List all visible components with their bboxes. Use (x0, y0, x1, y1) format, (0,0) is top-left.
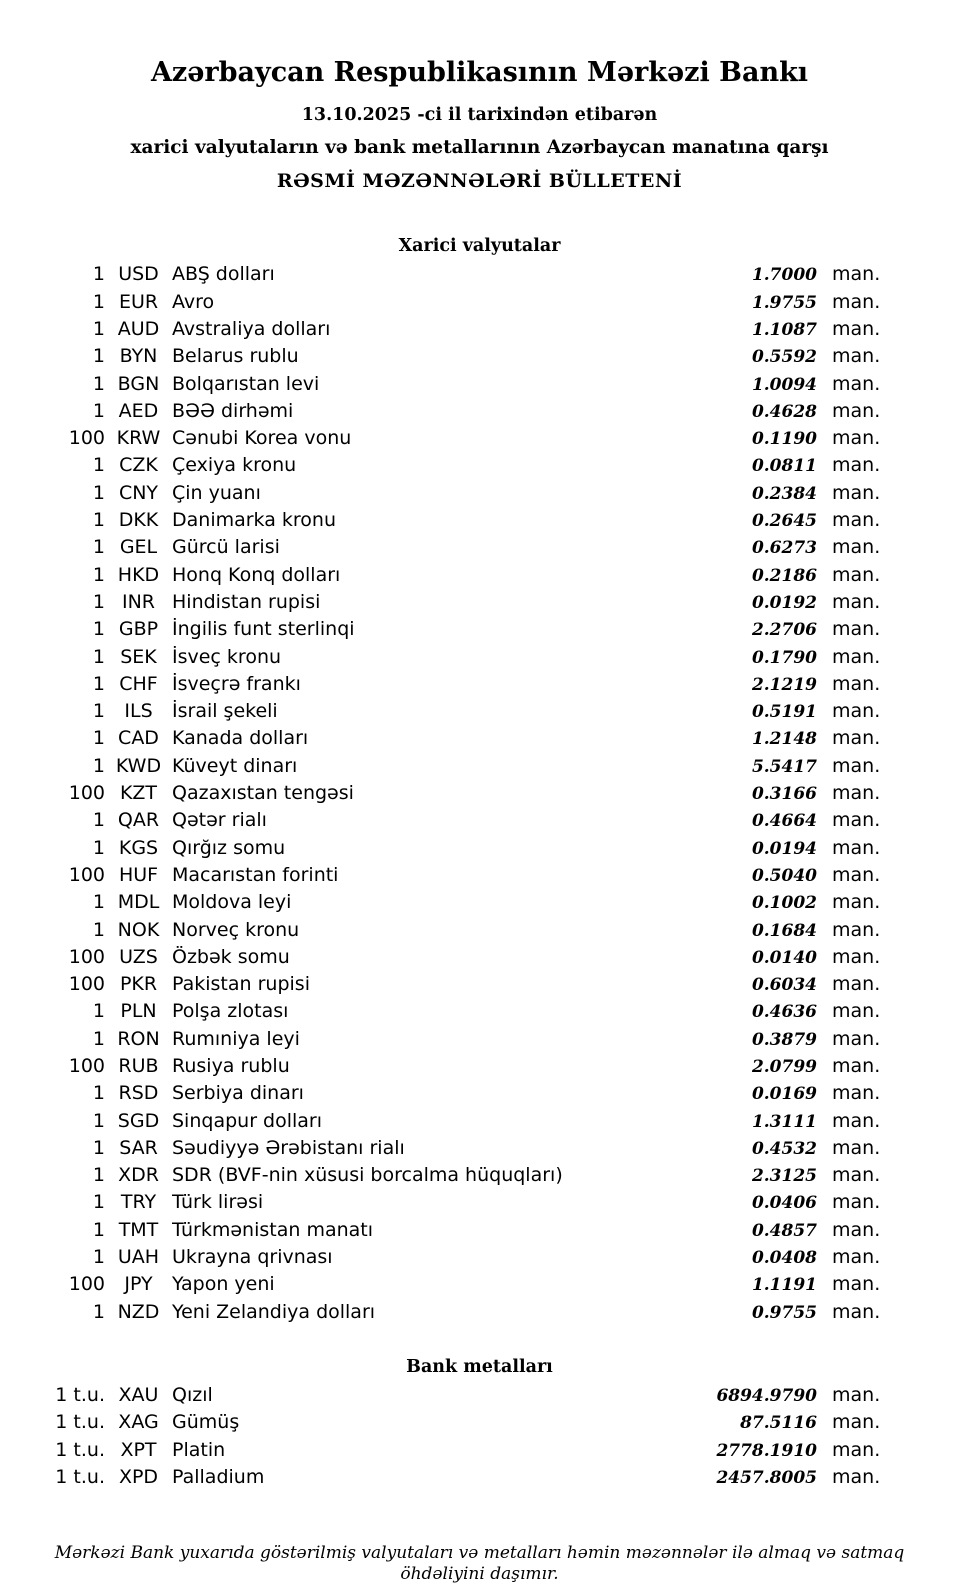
currency-quantity: 1 (92, 1109, 105, 1132)
currency-quantity: 1 (92, 1191, 105, 1214)
currency-rate: 0.2384 (751, 483, 817, 504)
currency-rate: 1.7000 (751, 265, 817, 286)
currency-quantity: 100 (68, 945, 105, 968)
currency-rate: 0.3166 (751, 784, 817, 805)
currencies-section-title: Xarici valyutalar (398, 236, 561, 257)
currency-name: Ukrayna qrivnası (172, 1246, 333, 1269)
currency-code: KWD (115, 754, 162, 777)
table-row (0, 1189, 959, 1216)
currency-name: Avstraliya dolları (172, 317, 331, 340)
currency-quantity: 1 (92, 1218, 105, 1241)
currency-name: Qətər rialı (172, 809, 267, 832)
currency-quantity: 100 (68, 427, 105, 450)
currency-quantity: 1 (92, 891, 105, 914)
metal-rate: 2778.1910 (716, 1440, 817, 1461)
currency-name: Sinqapur dolları (172, 1109, 323, 1132)
currency-quantity: 1 (92, 754, 105, 777)
currency-name: Honq Konq dolları (172, 563, 341, 586)
currency-code: SEK (120, 645, 157, 668)
currency-code: SAR (119, 1136, 158, 1159)
currency-unit: man. (832, 399, 881, 422)
currency-quantity: 1 (92, 509, 105, 532)
currency-name: Yeni Zelandiya dolları (172, 1300, 376, 1323)
currency-code: CZK (119, 454, 158, 477)
table-row (0, 1382, 959, 1409)
currency-name: Səudiyyə Ərəbistanı rialı (172, 1136, 405, 1159)
currency-unit: man. (832, 918, 881, 941)
disclaimer-text: Mərkəzi Bank yuxarıda göstərilmiş valyutaları və metalları həmin məzənnələr ilə almaq və satmaq öhdəliyini daşımır. (54, 1543, 905, 1584)
currency-code: CNY (118, 481, 159, 504)
table-row (0, 1108, 959, 1135)
table-row (0, 1244, 959, 1271)
currency-rate: 0.0169 (751, 1084, 817, 1105)
currency-name: Türkmənistan manatı (172, 1218, 374, 1241)
metals-table (0, 1382, 959, 1491)
metal-unit: man. (832, 1438, 881, 1461)
currency-code: QAR (117, 809, 160, 832)
metal-unit: man. (832, 1411, 881, 1434)
currency-unit: man. (832, 863, 881, 886)
currency-rate: 2.1219 (751, 674, 817, 695)
currency-quantity: 1 (92, 372, 105, 395)
currency-name: İsveçrə frankı (172, 672, 301, 695)
currency-code: CAD (118, 727, 159, 750)
currency-rate: 0.0811 (751, 456, 817, 477)
currency-quantity: 1 (92, 1082, 105, 1105)
table-row (0, 1053, 959, 1080)
currency-code: KRW (116, 427, 161, 450)
currency-rate: 0.0194 (751, 838, 817, 859)
currency-quantity: 100 (68, 1273, 105, 1296)
currency-rate: 1.0094 (751, 374, 817, 395)
metal-code: XPD (118, 1465, 159, 1488)
metal-name: Qızıl (172, 1383, 213, 1406)
table-row (0, 343, 959, 370)
currency-unit: man. (832, 345, 881, 368)
currency-name: Rusiya rublu (172, 1054, 290, 1077)
currency-quantity: 1 (92, 836, 105, 859)
currency-name: İngilis funt sterlinqi (172, 618, 355, 641)
currency-name: Hindistan rupisi (172, 590, 321, 613)
currency-name: ABŞ dolları (172, 263, 275, 286)
currency-code: TRY (120, 1191, 157, 1214)
currency-quantity: 1 (92, 727, 105, 750)
currency-code: UZS (119, 945, 158, 968)
currency-rate: 0.5040 (751, 865, 817, 886)
currency-unit: man. (832, 563, 881, 586)
table-row (0, 589, 959, 616)
currency-quantity: 1 (92, 399, 105, 422)
currency-quantity: 1 (92, 590, 105, 613)
metal-unit: man. (832, 1465, 881, 1488)
currency-unit: man. (832, 427, 881, 450)
currency-code: HUF (118, 863, 159, 886)
table-row (0, 1299, 959, 1326)
table-row (0, 725, 959, 752)
currency-name: Macarıstan forinti (172, 863, 339, 886)
table-row (0, 889, 959, 916)
currency-name: BƏƏ dirhəmi (172, 399, 294, 422)
currency-quantity: 1 (92, 263, 105, 286)
currency-unit: man. (832, 945, 881, 968)
currency-name: İsveç kronu (172, 645, 282, 668)
currency-name: Küveyt dinarı (172, 754, 298, 777)
currency-unit: man. (832, 1027, 881, 1050)
currency-code: ILS (124, 700, 153, 723)
currency-name: Moldova leyi (172, 891, 292, 914)
currency-code: PKR (119, 973, 158, 996)
currency-quantity: 100 (68, 1054, 105, 1077)
currency-name: Rumıniya leyi (172, 1027, 300, 1050)
currency-quantity: 1 (92, 317, 105, 340)
table-row (0, 480, 959, 507)
table-row (0, 671, 959, 698)
currency-name: Çexiya kronu (172, 454, 297, 477)
currency-name: Pakistan rupisi (172, 973, 310, 996)
currency-code: DKK (118, 509, 159, 532)
currency-name: Danimarka kronu (172, 509, 337, 532)
table-row (0, 944, 959, 971)
currency-name: Gürcü larisi (172, 536, 280, 559)
currency-name: Serbiya dinarı (172, 1082, 304, 1105)
currency-rate: 0.6034 (751, 975, 817, 996)
currency-unit: man. (832, 1000, 881, 1023)
currency-unit: man. (832, 1246, 881, 1269)
metal-code: XAG (118, 1411, 159, 1434)
table-row (0, 862, 959, 889)
currency-rate: 0.0140 (751, 947, 817, 968)
currency-code: CHF (119, 672, 158, 695)
metal-rate: 2457.8005 (716, 1467, 817, 1488)
currency-unit: man. (832, 891, 881, 914)
currency-unit: man. (832, 290, 881, 313)
table-row (0, 1271, 959, 1298)
currency-unit: man. (832, 1218, 881, 1241)
currency-quantity: 1 (92, 1136, 105, 1159)
currency-name: Yapon yeni (172, 1273, 275, 1296)
currency-rate: 2.2706 (751, 620, 817, 641)
currency-code: MDL (117, 891, 160, 914)
metal-name: Platin (172, 1438, 226, 1461)
currency-code: RSD (118, 1082, 159, 1105)
currency-name: Norveç kronu (172, 918, 300, 941)
table-row (0, 507, 959, 534)
currency-unit: man. (832, 590, 881, 613)
currency-name: SDR (BVF-nin xüsusi borcalma hüquqları) (172, 1164, 563, 1187)
table-row (0, 1217, 959, 1244)
table-row (0, 425, 959, 452)
currency-name: Kanada dolları (172, 727, 309, 750)
currency-code: RON (117, 1027, 160, 1050)
currency-rate: 0.5592 (751, 347, 817, 368)
bulletin-title: RƏSMİ MƏZƏNNƏLƏRİ BÜLLETENİ (276, 169, 683, 192)
currency-quantity: 100 (68, 782, 105, 805)
currency-quantity: 1 (92, 672, 105, 695)
currency-quantity: 1 (92, 809, 105, 832)
currency-code: SGD (117, 1109, 160, 1132)
table-row (0, 261, 959, 288)
currency-name: Belarus rublu (172, 345, 299, 368)
currency-quantity: 1 (92, 1000, 105, 1023)
effective-date: 13.10.2025 -ci il tarixindən etibarən (301, 105, 658, 126)
currency-unit: man. (832, 372, 881, 395)
currency-code: TMT (118, 1218, 159, 1241)
currency-rate: 0.4857 (751, 1220, 817, 1241)
currency-unit: man. (832, 1082, 881, 1105)
table-row (0, 1437, 959, 1464)
currency-rate: 0.4532 (751, 1138, 817, 1159)
currency-rate: 0.2186 (751, 565, 817, 586)
table-row (0, 452, 959, 479)
currency-code: KZT (119, 782, 158, 805)
table-row (0, 1026, 959, 1053)
currency-quantity: 1 (92, 290, 105, 313)
table-row (0, 1409, 959, 1436)
currency-name: Avro (172, 290, 215, 313)
currency-name: Qırğız somu (172, 836, 286, 859)
currency-code: UAH (117, 1246, 160, 1269)
currency-name: Türk lirəsi (172, 1191, 264, 1214)
currency-unit: man. (832, 509, 881, 532)
currency-code: INR (121, 590, 156, 613)
table-row (0, 1080, 959, 1107)
currency-unit: man. (832, 618, 881, 641)
currency-unit: man. (832, 700, 881, 723)
currency-unit: man. (832, 1054, 881, 1077)
currency-code: GBP (118, 618, 159, 641)
currency-quantity: 1 (92, 645, 105, 668)
currency-code: BYN (119, 345, 158, 368)
currency-code: JPY (124, 1273, 153, 1296)
currency-rate: 0.2645 (751, 511, 817, 532)
currency-rate: 0.0408 (751, 1248, 817, 1269)
currency-unit: man. (832, 1273, 881, 1296)
currency-code: XDR (118, 1164, 159, 1187)
metals-section-title: Bank metalları (406, 1356, 553, 1377)
currency-code: EUR (118, 290, 159, 313)
metal-code: XPT (120, 1438, 157, 1461)
table-row (0, 807, 959, 834)
currency-quantity: 1 (92, 454, 105, 477)
metal-quantity: 1 t.u. (55, 1465, 105, 1488)
currency-rate: 1.1087 (751, 319, 817, 340)
currency-quantity: 1 (92, 918, 105, 941)
currency-quantity: 1 (92, 1164, 105, 1187)
currency-name: İsrail şekeli (172, 700, 278, 723)
table-row (0, 371, 959, 398)
table-row (0, 644, 959, 671)
currency-quantity: 1 (92, 700, 105, 723)
table-row (0, 398, 959, 425)
currency-unit: man. (832, 672, 881, 695)
currency-code: PLN (120, 1000, 157, 1023)
currency-rate: 1.3111 (751, 1111, 817, 1132)
currency-unit: man. (832, 1109, 881, 1132)
metal-rate: 87.5116 (740, 1413, 817, 1434)
currency-quantity: 1 (92, 1246, 105, 1269)
currency-unit: man. (832, 1136, 881, 1159)
currency-unit: man. (832, 645, 881, 668)
currency-rate: 0.1684 (751, 920, 817, 941)
currency-code: RUB (118, 1054, 159, 1077)
currency-unit: man. (832, 973, 881, 996)
currency-unit: man. (832, 754, 881, 777)
currency-code: BGN (117, 372, 160, 395)
table-row (0, 316, 959, 343)
metal-quantity: 1 t.u. (55, 1411, 105, 1434)
currency-rate: 0.6273 (751, 538, 817, 559)
currency-rate: 1.2148 (751, 729, 817, 750)
currency-rate: 2.0799 (751, 1056, 817, 1077)
currency-rate: 0.0406 (751, 1193, 817, 1214)
currency-quantity: 1 (92, 536, 105, 559)
currency-unit: man. (832, 317, 881, 340)
currency-unit: man. (832, 536, 881, 559)
currency-code: AUD (117, 317, 160, 340)
currency-quantity: 100 (68, 973, 105, 996)
currency-name: Polşa zlotası (172, 1000, 289, 1023)
metal-name: Gümüş (172, 1411, 240, 1434)
currency-quantity: 1 (92, 1027, 105, 1050)
currency-quantity: 1 (92, 481, 105, 504)
currency-name: Çin yuanı (172, 481, 261, 504)
currency-rate: 2.3125 (751, 1166, 817, 1187)
metal-quantity: 1 t.u. (55, 1438, 105, 1461)
currency-quantity: 1 (92, 1300, 105, 1323)
table-row (0, 1162, 959, 1189)
currency-unit: man. (832, 1191, 881, 1214)
currency-unit: man. (832, 1164, 881, 1187)
bulletin-subtitle: xarici valyutaların və bank metallarının Azərbaycan manatına qarşı (130, 137, 829, 159)
table-row (0, 289, 959, 316)
currency-rate: 5.5417 (751, 756, 817, 777)
currency-quantity: 1 (92, 618, 105, 641)
page-title: Azərbaycan Respublikasının Mərkəzi Bankı (150, 57, 809, 88)
currencies-table (0, 261, 959, 1326)
table-row (0, 753, 959, 780)
table-row (0, 917, 959, 944)
currency-unit: man. (832, 809, 881, 832)
currency-rate: 0.4636 (751, 1002, 817, 1023)
currency-unit: man. (832, 727, 881, 750)
currency-unit: man. (832, 1300, 881, 1323)
currency-code: NZD (117, 1300, 160, 1323)
metal-unit: man. (832, 1383, 881, 1406)
metal-quantity: 1 t.u. (55, 1383, 105, 1406)
currency-quantity: 1 (92, 563, 105, 586)
currency-unit: man. (832, 836, 881, 859)
table-row (0, 998, 959, 1025)
currency-quantity: 1 (92, 345, 105, 368)
currency-code: USD (118, 263, 159, 286)
currency-rate: 0.4628 (751, 401, 817, 422)
currency-unit: man. (832, 263, 881, 286)
currency-rate: 0.1190 (751, 429, 817, 450)
currency-rate: 0.3879 (751, 1029, 817, 1050)
currency-rate: 0.4664 (751, 811, 817, 832)
currency-unit: man. (832, 481, 881, 504)
table-row (0, 698, 959, 725)
metal-rate: 6894.9790 (716, 1385, 817, 1406)
currency-name: Cənubi Korea vonu (172, 427, 352, 450)
table-row (0, 1135, 959, 1162)
currency-code: GEL (119, 536, 158, 559)
currency-rate: 0.9755 (751, 1302, 817, 1323)
currency-name: Qazaxıstan tengəsi (172, 782, 354, 805)
currency-quantity: 100 (68, 863, 105, 886)
currency-name: Özbək somu (172, 945, 290, 968)
currency-rate: 0.5191 (751, 702, 817, 723)
table-row (0, 534, 959, 561)
currency-code: AED (118, 399, 159, 422)
currency-code: KGS (118, 836, 159, 859)
currency-rate: 1.9755 (751, 292, 817, 313)
currency-rate: 0.1790 (751, 647, 817, 668)
currency-rate: 0.0192 (751, 592, 817, 613)
metal-name: Palladium (172, 1465, 265, 1488)
currency-rate: 1.1191 (751, 1275, 817, 1296)
currency-name: Bolqarıstan levi (172, 372, 320, 395)
table-row (0, 1464, 959, 1491)
currency-unit: man. (832, 782, 881, 805)
currency-code: NOK (117, 918, 160, 941)
table-row (0, 835, 959, 862)
metal-code: XAU (118, 1383, 159, 1406)
table-row (0, 971, 959, 998)
table-row (0, 616, 959, 643)
table-row (0, 780, 959, 807)
currency-unit: man. (832, 454, 881, 477)
currency-rate: 0.1002 (751, 893, 817, 914)
currency-code: HKD (117, 563, 160, 586)
table-row (0, 562, 959, 589)
